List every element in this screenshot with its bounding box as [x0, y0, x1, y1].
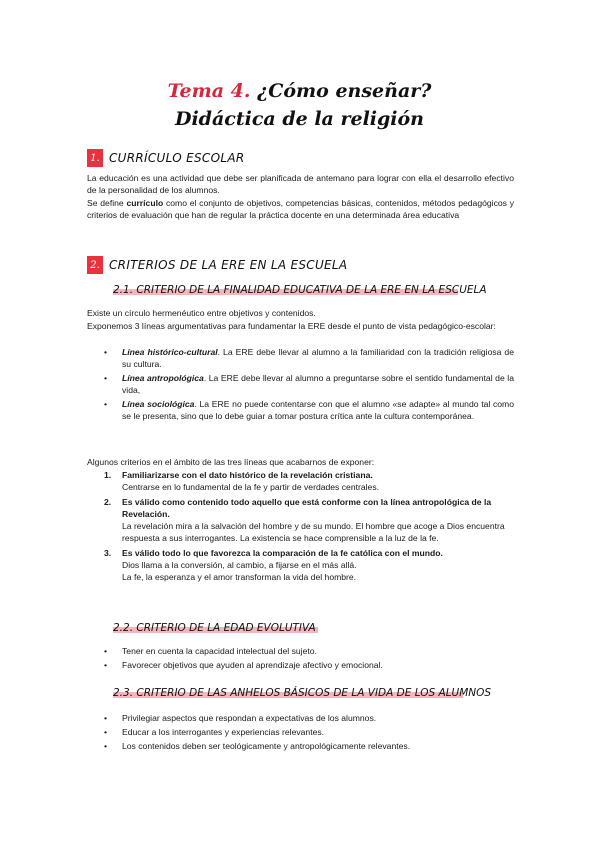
list-item-text: Educar a los interrogantes y experiencias relevantes. — [122, 727, 325, 737]
list-item — [104, 398, 514, 422]
item-line: La fe, la esperanza y el amor transforman la vida del hombre. — [122, 572, 357, 582]
item-number: 2. — [104, 497, 112, 507]
list-item-head: Línea antropológica — [122, 373, 204, 383]
list-item-text: . La ERE debe llevar al alumno a preguntarse sobre el sentido fundamental de la vida, — [122, 373, 514, 395]
list-item — [104, 712, 514, 724]
document-title — [0, 80, 599, 102]
bullet-icon: • — [104, 399, 108, 409]
subsection-2-2-heading — [113, 622, 316, 640]
item-line: Dios llama a la conversión, al cambio, a fijarse en el más allá. — [122, 560, 357, 570]
subsection-2-1-heading — [113, 284, 487, 302]
list-item-head: Línea histórico-cultural — [122, 347, 218, 357]
section-2-number: 2. — [87, 256, 103, 274]
section-1-paragraph-2: Se define currículo como el conjunto de objetivos, competencias básicas, contenidos, métodos pedagógicos y criterios de evaluación que han de regular la práctica docente en una determinada área educativa — [87, 198, 515, 220]
list-item — [104, 645, 514, 657]
bullet-icon: • — [104, 713, 108, 723]
list-item-text: Los contenidos deben ser teológicamente y antropológicamente relevantes. — [122, 741, 411, 751]
item-number: 3. — [104, 548, 112, 558]
numbered-item — [104, 547, 514, 583]
item-number: 1. — [104, 470, 112, 480]
list-item — [104, 346, 514, 370]
subsection-2-1-title: 2.1. CRITERIO DE LA FINALIDAD EDUCATIVA DE LA ERE EN LA ESCUELA — [113, 284, 487, 296]
section-2-paragraph-3: Algunos criterios en el ámbito de las tres líneas que acabarnos de exponer: — [87, 457, 375, 467]
bullet-icon: • — [104, 373, 108, 383]
numbered-item — [104, 469, 514, 493]
subsection-2-3-title: 2.3. CRITERIO DE LAS ANHELOS BÁSICOS DE LA VIDA DE LOS ALUMNOS — [113, 687, 492, 699]
subsection-2-3-heading — [113, 687, 491, 705]
bullet-icon: • — [104, 741, 108, 751]
section-2-paragraph-2: Exponemos 3 líneas argumentativas para fundamentar la ERE desde el punto de vista pedagógico-escolar: — [87, 321, 496, 331]
title-question: ¿Cómo enseñar? — [250, 80, 432, 102]
subsection-2-2-title: 2.2. CRITERIO DE LA EDAD EVOLUTIVA — [113, 622, 316, 634]
list-item — [104, 659, 514, 671]
list-item-head: Línea sociológica — [122, 399, 195, 409]
list-item-text: Favorecer objetivos que ayuden al aprendizaje afectivo y emocional. — [122, 660, 383, 670]
term-curriculo: currículo — [126, 198, 164, 208]
item-line: La revelación mira a la salvación del hombre y de su mundo. El hombre que acoge a Dios encuentra respuesta a sus interrogantes. La existencia se hace comprensible a la luz de la fe. — [122, 521, 505, 543]
list-item — [104, 372, 514, 396]
section-1-heading — [87, 148, 244, 168]
list-item-text: . La ERE debe llevar al alumno a la familiaridad con la tradición religiosa de su cultura. — [122, 347, 514, 369]
section-2-paragraph-1: Existe un círculo hermenéutico entre objetivos y contenidos. — [87, 308, 316, 318]
section-1-title: CURRÍCULO ESCOLAR — [109, 151, 245, 165]
numbered-item — [104, 496, 514, 544]
item-heading: Familiarizarse con el dato histórico de la revelación cristiana. — [122, 470, 373, 480]
argument-lines-list — [104, 346, 514, 424]
section-2-heading — [87, 255, 347, 275]
section-2-title: CRITERIOS DE LA ERE EN LA ESCUELA — [109, 258, 348, 272]
bullet-icon: • — [104, 727, 108, 737]
document-subtitle: Didáctica de la religión — [174, 108, 424, 130]
evolutive-age-list — [104, 645, 514, 673]
item-heading: Es válido todo lo que favorezca la comparación de la fe católica con el mundo. — [122, 548, 443, 558]
basic-longings-list — [104, 712, 514, 754]
title-topic-number: Tema 4. — [167, 80, 251, 102]
item-line: Centrarse en lo fundamental de la fe y partir de verdades centrales. — [122, 482, 380, 492]
list-item — [104, 726, 514, 738]
bullet-icon: • — [104, 660, 108, 670]
list-item-text: . La ERE no puede contentarse con que el alumno «se adapte» al mundo tal como se le presenta, sino que lo debe guiar a tomar postura crítica ante la cultura contemporánea. — [122, 399, 514, 421]
list-item-text: Tener en cuenta la capacidad intelectual del sujeto. — [122, 646, 317, 656]
section-1-number: 1. — [87, 149, 103, 167]
bullet-icon: • — [104, 646, 108, 656]
list-item-text: Privilegiar aspectos que respondan a expectativas de los alumnos. — [122, 713, 377, 723]
item-heading: Es válido como contenido todo aquello que está conforme con la línea antropológica de la Revelación. — [122, 497, 492, 519]
list-item — [104, 740, 514, 752]
section-1-paragraph-1: La educación es una actividad que debe ser planificada de antemano para lograr con ella el desarrollo efectivo de la personalidad de los alumnos. — [87, 173, 514, 195]
criteria-numbered-list — [104, 469, 514, 586]
bullet-icon: • — [104, 347, 108, 357]
